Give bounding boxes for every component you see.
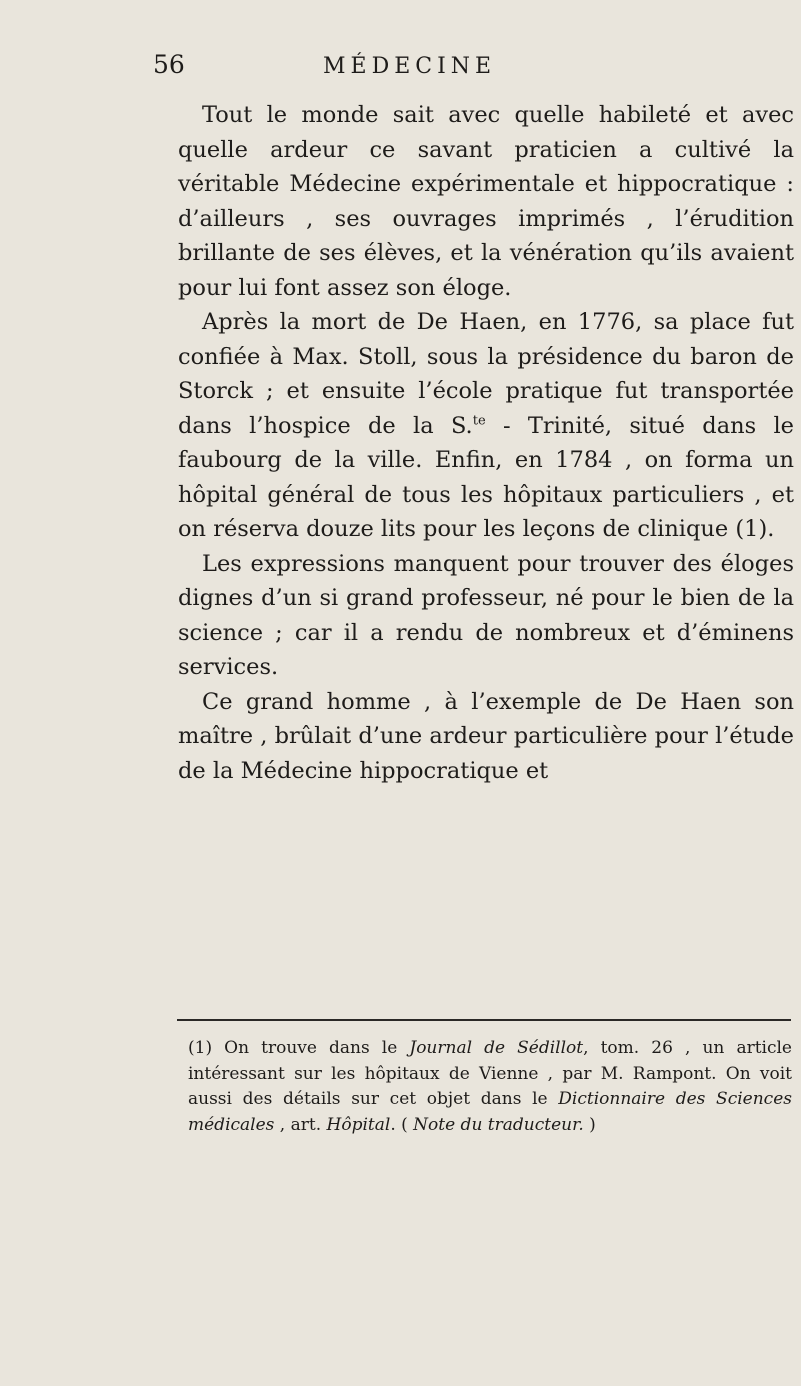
- footnote-text: [188, 1036, 792, 1138]
- paragraph-2-part-a: Après la mort de De Haen, en 1776, sa place fut confiée à Max. Stoll, sous la présidence du baron de Storck ; et ensuite l’école pratique fut transportée dans l’hospice de la S.: [178, 309, 794, 439]
- footnote-article-title: Hôpital: [326, 1114, 391, 1135]
- footnote-part-e: ): [583, 1114, 596, 1135]
- paragraph-2-part-b: - Trinité, situé dans le faubourg de la ville. Enfin, en 1784 , on forma un hôpital général de tous les hôpitaux particuliers , et on réserva douze lits pour les leçons de clinique (1).: [178, 412, 794, 542]
- footnote-part-b: , tom. 26 , un article intéressant sur les hôpitaux de Vienne , par M. Rampont. On voit aussi des détails sur cet objet dans le: [188, 1038, 792, 1109]
- paragraph-3: Les expressions manquent pour trouver des éloges dignes d’un si grand professeur, né pour le bien de la science ; car il a rendu de nombreux et d’éminens services.: [178, 550, 794, 680]
- footnote-dictionary-title: Dictionnaire des Sciences médicales: [188, 1089, 792, 1135]
- paragraph-4: Ce grand homme , à l’exemple de De Haen son maître , brûlait d’une ardeur particulière pour l’étude de la Médecine hippocratique et: [178, 688, 794, 784]
- running-head: MÉDECINE: [323, 54, 497, 79]
- main-text: [178, 98, 794, 788]
- superscript-te: te: [472, 413, 486, 428]
- footnote-part-d: . (: [390, 1114, 414, 1135]
- footnote-part-a: (1) On trouve dans le: [188, 1038, 410, 1058]
- footnote-separator: [177, 1019, 791, 1021]
- paragraph-2: [178, 305, 794, 547]
- footnote-translator-note: Note du traducteur.: [413, 1114, 584, 1135]
- paragraph-1: Tout le monde sait avec quelle habileté et avec quelle ardeur ce savant praticien a cultivé la véritable Médecine expérimentale et hippocratique : d’ailleurs , ses ouvrages imprimés , l’érudition brillante de ses élèves, et la vénération qu’ils avaient pour lui font assez son éloge.: [178, 102, 794, 301]
- page-number: 56: [153, 50, 185, 79]
- footnote-journal-title: Journal de Sédillot: [409, 1038, 584, 1058]
- footnote-part-c: , art.: [274, 1114, 327, 1135]
- footnote: [188, 1036, 792, 1138]
